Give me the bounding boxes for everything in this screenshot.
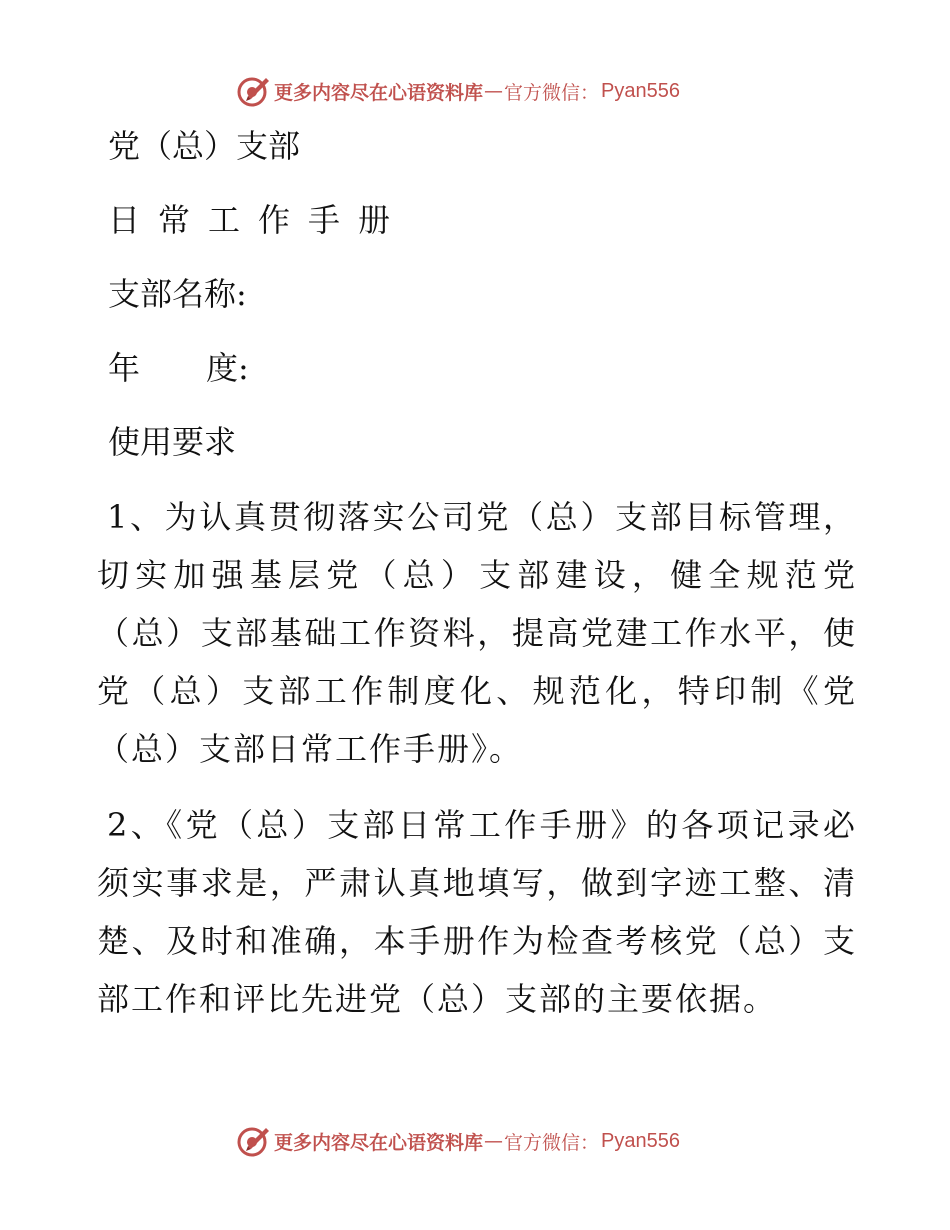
watermark-wechat-id: Pyan556 <box>601 1129 680 1152</box>
watermark-separator: — <box>484 1130 504 1152</box>
year-label-part-2: 度: <box>206 349 249 387</box>
year-label-part-1: 年 <box>108 349 141 387</box>
pen-logo-icon <box>236 74 270 108</box>
watermark-wechat-id: Pyan556 <box>601 79 680 102</box>
watermark-banner-top <box>236 74 716 108</box>
year-label <box>108 348 249 388</box>
pen-logo-icon <box>236 1124 270 1158</box>
branch-name-label: 支部名称: <box>108 275 247 313</box>
watermark-text: 更多内容尽在心语资料库 <box>274 81 484 104</box>
requirements-heading: 使用要求 <box>108 423 237 461</box>
title-line-1: 党（总）支部 <box>108 127 301 165</box>
watermark-separator: — <box>484 80 504 102</box>
watermark-wechat-label: 官方微信： <box>504 1131 600 1154</box>
watermark-banner-bottom <box>236 1124 716 1158</box>
requirement-paragraph-2: 2、《党（总）支部日常工作手册》的各项记录必须实事求是，严肃认真地填写，做到字迹工整、清楚、及时和准确，本手册作为检查考核党（总）支部工作和评比先进党（总）支部的主要依据。 <box>97 806 857 1018</box>
watermark-wechat-label: 官方微信： <box>504 81 600 104</box>
requirement-paragraph-1: 1、为认真贯彻落实公司党（总）支部目标管理，切实加强基层党（总）支部建设，健全规范党（总）支部基础工作资料，提高党建工作水平，使党（总）支部工作制度化、规范化，特印制《党（总）支部日常工作手册》。 <box>97 498 857 768</box>
title-line-2: 日常工作手册 <box>108 201 409 239</box>
watermark-text: 更多内容尽在心语资料库 <box>274 1131 484 1154</box>
